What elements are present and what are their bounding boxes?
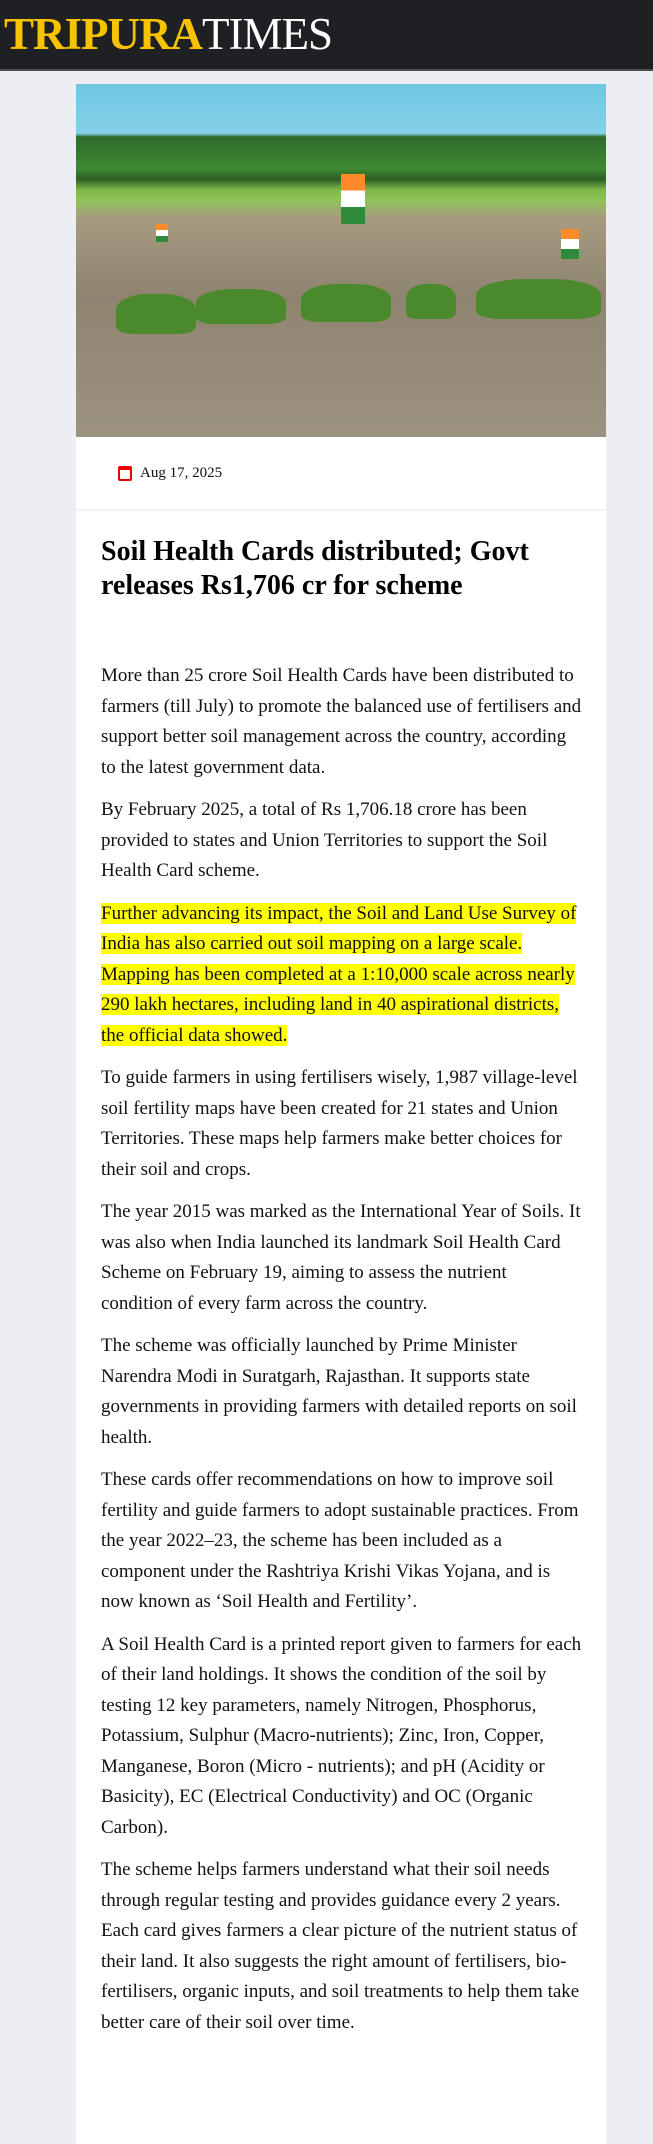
article-hero-image <box>76 84 606 437</box>
site-header <box>0 0 653 71</box>
article-date: Aug 17, 2025 <box>140 464 223 481</box>
logo-part-times: TIMES <box>202 9 333 59</box>
article-card <box>76 84 606 2144</box>
article-paragraph: More than 25 crore Soil Health Cards have been distributed to farmers (till July) to promote the balanced use of fertilisers and support better soil management across the country, according to the latest government data. <box>101 665 582 778</box>
article-paragraph: The scheme helps farmers understand what their soil needs through regular testing and provides guidance every 2 years. Each card gives farmers a clear picture of the nutrient status of their land. It also suggests the right amount of fertilisers, bio-fertilisers, organic inputs, and soil treatments to help them take better care of their soil over time. <box>101 1859 580 2033</box>
article-date-row <box>76 437 606 511</box>
article-paragraph: By February 2025, a total of Rs 1,706.18 crore has been provided to states and Union Territories to support the Soil Health Card scheme. <box>101 799 548 881</box>
calendar-icon <box>118 466 132 481</box>
article-title: Soil Health Cards distributed; Govt releases Rs1,706 cr for scheme <box>101 536 529 601</box>
highlighted-text: Further advancing its impact, the Soil and Land Use Survey of India has also carried out soil mapping on a large scale. Mapping has been completed at a 1:10,000 scale across nearly 290 lakh hectares, including land in 40 aspirational districts, the official data showed. <box>101 902 577 1046</box>
article-paragraph: The year 2015 was marked as the International Year of Soils. It was also when India launched its landmark Soil Health Card Scheme on February 19, aiming to assess the nutrient condition of every farm across the country. <box>101 1201 581 1314</box>
article-body <box>76 511 606 2038</box>
article-paragraph-highlighted <box>101 899 582 1052</box>
article-paragraph: To guide farmers in using fertilisers wisely, 1,987 village-level soil fertility maps have been created for 21 states and Union Territories. These maps help farmers make better choices for their soil and crops. <box>101 1067 578 1180</box>
article-paragraph: A Soil Health Card is a printed report given to farmers for each of their land holdings. It shows the condition of the soil by testing 12 key parameters, namely Nitrogen, Phosphorus, Potassium, Sulphur (Macro-nutrients); Zinc, Iron, Copper, Manganese, Boron (Micro - nutrients); and pH (Acidity or Basicity), EC (Electrical Conductivity) and OC (Organic Carbon). <box>101 1633 582 1838</box>
site-logo[interactable] <box>4 9 333 59</box>
article-paragraph: The scheme was officially launched by Prime Minister Narendra Modi in Suratgarh, Rajasthan. It supports state governments in providing farmers with detailed reports on soil health. <box>101 1335 577 1448</box>
article-paragraph: These cards offer recommendations on how to improve soil fertility and guide farmers to adopt sustainable practices. From the year 2022–23, the scheme has been included as a component under the Rashtriya Krishi Vikas Yojana, and is now known as ‘Soil Health and Fertility’. <box>101 1469 579 1612</box>
logo-part-tripura: TRIPURA <box>4 9 203 59</box>
